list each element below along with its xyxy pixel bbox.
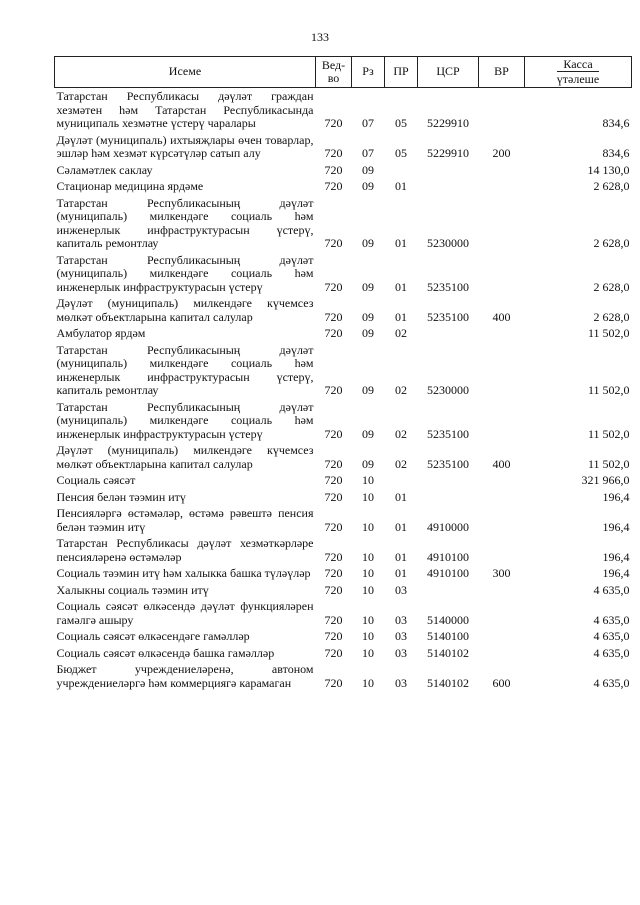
row-csr-cell: 5235100 xyxy=(427,456,469,471)
row-rz-cell: 09 xyxy=(362,309,374,324)
header-name: Исеме xyxy=(55,57,316,88)
row-pr-cell: 01 xyxy=(395,236,407,250)
row-vedom-cell: 720 xyxy=(324,473,343,487)
row-csr-cell xyxy=(418,162,479,179)
row-csr-cell: 4910100 xyxy=(427,566,469,580)
row-amount-cell: 11 502,0 xyxy=(587,383,630,397)
row-vedom-cell: 720 xyxy=(324,566,343,580)
row-vr-cell xyxy=(479,195,525,252)
row-name-cell: Социаль сәясәт xyxy=(56,473,136,487)
row-amount-cell: 2 628,0 xyxy=(593,309,630,324)
table-row xyxy=(55,162,632,179)
table-row xyxy=(55,325,632,342)
row-amount-cell: 2 628,0 xyxy=(593,279,630,294)
table-body xyxy=(55,88,632,692)
row-pr-cell: 02 xyxy=(395,456,407,471)
row-rz-cell: 10 xyxy=(362,549,374,564)
row-rz-cell: 07 xyxy=(362,146,374,160)
table-row xyxy=(55,598,632,628)
row-pr-cell: 01 xyxy=(395,279,407,294)
row-vedom-cell: 720 xyxy=(324,519,343,534)
row-name-cell: Татарстан Республикасының дәүләт (муниципаль) милкендәге социаль һәм инженерлык инфраструктурасын үстерү xyxy=(56,399,314,441)
row-vedom-cell: 720 xyxy=(324,383,343,397)
row-name-cell: Сәламәтлек саклау xyxy=(56,162,153,177)
row-vr-cell xyxy=(479,598,525,628)
row-amount-cell: 196,4 xyxy=(602,566,630,580)
row-pr-cell xyxy=(385,162,418,179)
table-row xyxy=(55,399,632,443)
row-amount-cell: 11 502,0 xyxy=(587,326,630,340)
table-row xyxy=(55,252,632,296)
row-rz-cell: 10 xyxy=(362,519,374,534)
table-row xyxy=(55,132,632,162)
row-rz-cell: 09 xyxy=(362,383,374,397)
row-amount-cell: 14 130,0 xyxy=(587,162,630,177)
row-vedom-cell: 720 xyxy=(324,162,343,177)
row-name-cell: Халыкны социаль тәэмин итү xyxy=(56,582,209,597)
header-vr: ВР xyxy=(479,57,525,88)
row-csr-cell: 5140102 xyxy=(427,675,469,690)
row-amount-cell: 4 635,0 xyxy=(593,612,630,627)
row-rz-cell: 09 xyxy=(362,426,374,441)
row-amount-cell: 321 966,0 xyxy=(581,473,630,487)
row-amount-cell: 2 628,0 xyxy=(593,179,630,193)
budget-table xyxy=(54,56,632,691)
row-vedom-cell: 720 xyxy=(324,236,343,250)
table-row xyxy=(55,342,632,399)
header-kassa-line2: үтәлеше xyxy=(556,72,600,86)
row-csr-cell: 4910000 xyxy=(427,519,469,534)
row-csr-cell: 4910100 xyxy=(427,549,469,564)
row-name-cell: Социаль сәясәт өлкәсендә башка гамәлләр xyxy=(56,645,275,660)
row-vr-cell: 300 xyxy=(492,566,511,580)
header-csr: ЦСР xyxy=(418,57,479,88)
table-row xyxy=(55,505,632,535)
row-pr-cell: 01 xyxy=(395,489,407,504)
row-rz-cell: 09 xyxy=(362,456,374,471)
row-pr-cell: 03 xyxy=(395,645,407,660)
row-name-cell: Социаль сәясәт өлкәсендәге гамәлләр xyxy=(56,629,250,643)
row-csr-cell xyxy=(418,325,479,342)
row-vr-cell xyxy=(479,325,525,342)
row-csr-cell: 5230000 xyxy=(427,236,469,250)
page-number: 133 xyxy=(311,30,329,44)
row-pr-cell xyxy=(385,472,418,489)
row-vr-cell xyxy=(479,162,525,179)
table-row xyxy=(55,472,632,489)
row-csr-cell: 5140100 xyxy=(427,629,469,643)
row-pr-cell: 05 xyxy=(395,146,407,160)
row-amount-cell: 4 635,0 xyxy=(593,645,630,660)
row-rz-cell: 10 xyxy=(362,473,374,487)
row-vr-cell xyxy=(479,628,525,645)
row-name-cell: Дәүләт (муниципаль) милкендәге күчемсез мөлкәт объектларына капитал салулар xyxy=(56,443,314,471)
row-vedom-cell: 720 xyxy=(324,582,343,597)
row-rz-cell: 09 xyxy=(362,179,374,193)
row-rz-cell: 07 xyxy=(362,116,374,130)
row-vedom-cell: 720 xyxy=(324,426,343,441)
row-pr-cell: 01 xyxy=(395,179,407,193)
row-rz-cell: 10 xyxy=(362,489,374,504)
row-vedom-cell: 720 xyxy=(324,629,343,643)
row-pr-cell: 03 xyxy=(395,582,407,597)
row-name-cell: Татарстан Республикасының дәүләт (муниципаль) милкендәге социаль һәм инженерлык инфраструктурасын үстерү, капиталь ремонтлау xyxy=(56,342,314,397)
row-vedom-cell: 720 xyxy=(324,489,343,504)
row-vedom-cell: 720 xyxy=(324,179,343,193)
table-row xyxy=(55,295,632,325)
row-pr-cell: 02 xyxy=(395,426,407,441)
row-name-cell: Бюджет учреждениеләренә, автоном учреждениеләргә һәм коммерциягә карамаган xyxy=(56,662,314,690)
row-pr-cell: 01 xyxy=(395,309,407,324)
row-vr-cell xyxy=(479,88,525,132)
table-row xyxy=(55,535,632,565)
row-name-cell: Стационар медицина ярдәме xyxy=(56,179,204,193)
table-row xyxy=(55,195,632,252)
row-csr-cell xyxy=(418,489,479,506)
row-rz-cell: 10 xyxy=(362,629,374,643)
header-vedom-line2: во xyxy=(327,71,340,85)
row-vr-cell xyxy=(479,582,525,599)
row-amount-cell: 11 502,0 xyxy=(587,456,630,471)
row-vr-cell xyxy=(479,505,525,535)
row-pr-cell: 03 xyxy=(395,629,407,643)
row-vr-cell: 200 xyxy=(492,146,511,160)
row-pr-cell: 03 xyxy=(395,612,407,627)
row-csr-cell: 5140000 xyxy=(427,612,469,627)
row-csr-cell: 5235100 xyxy=(427,279,469,294)
row-pr-cell: 05 xyxy=(395,116,407,130)
row-vr-cell xyxy=(479,342,525,399)
table-row xyxy=(55,88,632,132)
row-rz-cell: 10 xyxy=(362,645,374,660)
table-row xyxy=(55,582,632,599)
row-vedom-cell: 720 xyxy=(324,645,343,660)
row-name-cell: Амбулатор ярдәм xyxy=(56,326,146,340)
row-amount-cell: 4 635,0 xyxy=(593,675,630,690)
row-amount-cell: 834,6 xyxy=(602,146,630,160)
row-name-cell: Социаль тәэмин итү һәм халыкка башка түләүләр xyxy=(56,566,311,580)
row-pr-cell: 01 xyxy=(395,519,407,534)
row-rz-cell: 09 xyxy=(362,326,374,340)
row-csr-cell: 5229910 xyxy=(427,116,469,130)
table-row xyxy=(55,442,632,472)
row-vr-cell xyxy=(479,399,525,443)
table-row xyxy=(55,178,632,195)
row-vr-cell xyxy=(479,535,525,565)
header-kassa xyxy=(525,57,632,88)
row-vedom-cell: 720 xyxy=(324,146,343,160)
row-vr-cell: 400 xyxy=(492,309,511,324)
row-vedom-cell: 720 xyxy=(324,549,343,564)
header-vedom-line1: Вед- xyxy=(321,57,346,72)
row-csr-cell xyxy=(418,178,479,195)
row-name-cell: Татарстан Республикасы дәүләт хезмәткәрләре пенсияләренә өстәмәләр xyxy=(56,536,314,564)
table-header xyxy=(55,57,632,88)
row-amount-cell: 834,6 xyxy=(602,116,630,130)
row-vr-cell: 400 xyxy=(492,456,511,471)
row-pr-cell: 02 xyxy=(395,383,407,397)
row-rz-cell: 10 xyxy=(362,582,374,597)
row-pr-cell: 03 xyxy=(395,675,407,690)
row-vr-cell xyxy=(479,178,525,195)
row-pr-cell: 01 xyxy=(395,549,407,564)
header-vedom xyxy=(316,57,352,88)
row-name-cell: Татарстан Республикасының дәүләт (муниципаль) милкендәге социаль һәм инженерлык инфраструктурасын үстерү, капиталь ремонтлау xyxy=(56,195,314,250)
row-pr-cell: 01 xyxy=(395,566,407,580)
row-csr-cell: 5230000 xyxy=(427,383,469,397)
row-vr-cell: 600 xyxy=(492,675,511,690)
row-name-cell: Дәүләт (муниципаль) милкендәге күчемсез мөлкәт объектларына капитал салулар xyxy=(56,296,314,324)
row-vedom-cell: 720 xyxy=(324,612,343,627)
row-csr-cell xyxy=(418,582,479,599)
row-vr-cell xyxy=(479,252,525,296)
row-name-cell: Дәүләт (муниципаль) ихтыяҗлары өчен товарлар, эшләр һәм хезмәт күрсәтүләр сатып алу xyxy=(56,132,314,160)
row-amount-cell: 2 628,0 xyxy=(593,236,630,250)
row-name-cell: Татарстан Республикасының дәүләт (муниципаль) милкендәге социаль һәм инженерлык инфраструктурасын үстерү xyxy=(56,252,314,294)
row-rz-cell: 10 xyxy=(362,566,374,580)
row-name-cell: Социаль сәясәт өлкәсендә дәүләт функцияләрен гамәлгә ашыру xyxy=(56,599,314,627)
row-vedom-cell: 720 xyxy=(324,309,343,324)
row-rz-cell: 09 xyxy=(362,279,374,294)
row-amount-cell: 4 635,0 xyxy=(593,629,630,643)
row-csr-cell: 5235100 xyxy=(427,426,469,441)
row-csr-cell: 5140102 xyxy=(427,645,469,660)
row-rz-cell: 09 xyxy=(362,236,374,250)
row-csr-cell: 5235100 xyxy=(427,309,469,324)
row-amount-cell: 196,4 xyxy=(602,489,630,504)
row-vedom-cell: 720 xyxy=(324,326,343,340)
table-row xyxy=(55,645,632,662)
row-rz-cell: 10 xyxy=(362,612,374,627)
row-amount-cell: 4 635,0 xyxy=(593,582,630,597)
row-name-cell: Пенсияләргә өстәмәләр, өстәмә рәвештә пенсия белән тәэмин итү xyxy=(56,506,314,534)
header-kassa-line1: Касса xyxy=(563,56,593,71)
row-pr-cell: 02 xyxy=(395,326,407,340)
row-vedom-cell: 720 xyxy=(324,675,343,690)
row-vr-cell xyxy=(479,489,525,506)
row-vr-cell xyxy=(479,645,525,662)
table-row xyxy=(55,661,632,691)
table-row xyxy=(55,489,632,506)
row-vr-cell xyxy=(479,472,525,489)
row-csr-cell xyxy=(418,472,479,489)
header-pr: ПР xyxy=(385,57,418,88)
header-rz: Рз xyxy=(352,57,385,88)
row-vedom-cell: 720 xyxy=(324,116,343,130)
row-amount-cell: 196,4 xyxy=(602,549,630,564)
row-rz-cell: 09 xyxy=(362,162,374,177)
row-csr-cell: 5229910 xyxy=(427,146,469,160)
table-row xyxy=(55,628,632,645)
row-amount-cell: 11 502,0 xyxy=(587,426,630,441)
row-rz-cell: 10 xyxy=(362,675,374,690)
row-name-cell: Пенсия белән тәэмин итү xyxy=(56,489,186,504)
table-row xyxy=(55,565,632,582)
row-name-cell: Татарстан Республикасы дәүләт граждан хезмәтен һәм Татарстан Республикасында муниципаль хезмәтне үстерү чаралары xyxy=(56,89,314,130)
row-vedom-cell: 720 xyxy=(324,279,343,294)
row-vedom-cell: 720 xyxy=(324,456,343,471)
row-amount-cell: 196,4 xyxy=(602,519,630,534)
